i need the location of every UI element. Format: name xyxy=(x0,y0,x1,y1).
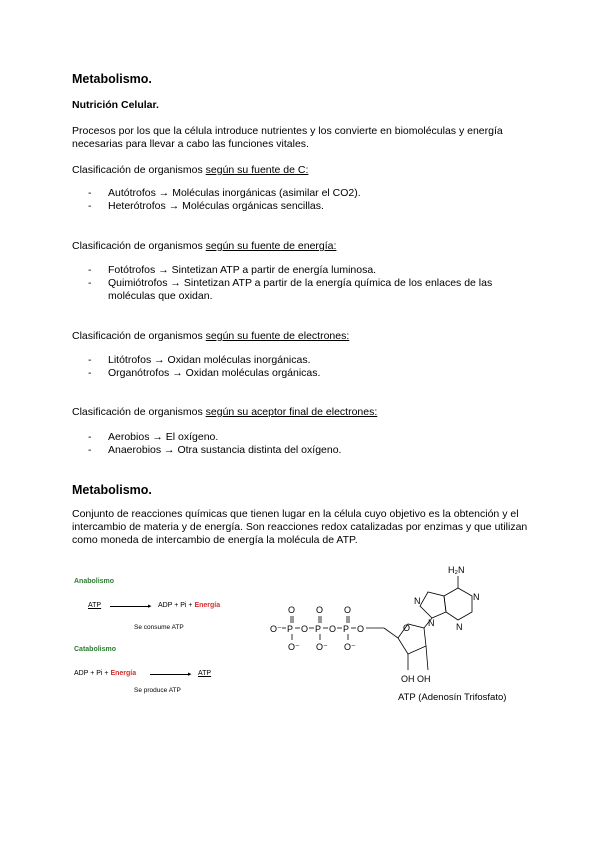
atp-structure-diagram xyxy=(262,562,532,707)
anabolismo-atp: ATP xyxy=(88,602,102,609)
intro-paragraph: Procesos por los que la célula introduce nutrientes y los convierte en biomoléculas y energía necesarias para llevar a cabo las funciones vitales. xyxy=(72,125,503,150)
classification-heading-carbon xyxy=(72,164,308,177)
list-energy xyxy=(72,264,532,303)
metabolism-paragraph: Conjunto de reacciones químicas que tienen lugar en la célula cuyo objetivo es la obtención y el intercambio de materia y de energía. Son reacciones redox catalizadas por enzimas y que utilizan como moneda de intercambio de energía la molécula de ATP. xyxy=(72,508,528,546)
list-item: - Organótrofos → Oxidan moléculas orgánicas. xyxy=(72,367,532,380)
classification-criterion: según su aceptor final de electrones: xyxy=(205,406,378,418)
section-subtitle: Nutrición Celular. xyxy=(72,99,159,111)
anabolismo-products xyxy=(158,602,220,609)
catabolismo-label: Catabolismo xyxy=(74,646,117,653)
classification-criterion: según su fuente de energía: xyxy=(205,240,337,252)
classification-prefix: Clasificación de organismos xyxy=(72,330,206,342)
arrowhead-icon: ▸ xyxy=(148,603,152,610)
anabolismo-products-text: ADP + Pi + xyxy=(158,602,195,609)
imidazole-ring xyxy=(420,592,446,618)
atp-cycle-figure xyxy=(72,574,262,702)
list-carbon xyxy=(72,187,532,213)
catabolismo-atp: ATP xyxy=(198,670,212,677)
list-item: - Heterótrofos → Moléculas orgánicas sencillas. xyxy=(72,200,532,213)
phosphorus-atom: P xyxy=(287,624,294,634)
anabolismo-arrow xyxy=(110,606,150,607)
catabolismo-arrow xyxy=(150,674,190,675)
anabolismo-note: Se consume ATP xyxy=(134,624,184,631)
bond xyxy=(384,628,398,638)
list-item: - Quimiótrofos → Sintetizan ATP a partir de la energía química de los enlaces de las moléculas que oxidan. xyxy=(72,277,532,303)
classification-heading-electrons xyxy=(72,330,349,343)
nitrogen-atom: N xyxy=(473,592,480,602)
nitrogen-atom: N xyxy=(456,622,463,632)
catabolismo-reactants xyxy=(74,670,136,677)
list-item: - Anaerobios → Otra sustancia distinta del oxígeno. xyxy=(72,444,532,457)
list-item: - Litótrofos → Oxidan moléculas inorgánicas. xyxy=(72,354,532,367)
amine-group: H₂N xyxy=(448,565,465,575)
oxygen-atom: O⁻ xyxy=(316,642,328,652)
oxygen-atom: O xyxy=(357,624,365,634)
anabolismo-label: Anabolismo xyxy=(74,578,115,585)
phosphorus-atom: P xyxy=(343,624,350,634)
oxygen-atom: O xyxy=(344,605,352,615)
energy-label: Energía xyxy=(110,670,137,677)
list-item: - Fotótrofos → Sintetizan ATP a partir de energía luminosa. xyxy=(72,264,532,277)
page-title: Metabolismo. xyxy=(72,72,152,86)
classification-prefix: Clasificación de organismos xyxy=(72,406,206,418)
list-item: - Autótrofos → Moléculas inorgánicas (asimilar el CO2). xyxy=(72,187,532,200)
oxygen-atom: O⁻ xyxy=(288,642,300,652)
classification-heading-acceptor xyxy=(72,406,377,419)
oxygen-atom: O xyxy=(316,605,324,615)
classification-heading-energy xyxy=(72,240,336,253)
oxygen-atom: O⁻ xyxy=(344,642,356,652)
classification-criterion: según su fuente de C: xyxy=(205,164,309,176)
oxygen-atom: O xyxy=(403,623,411,633)
list-acceptor xyxy=(72,431,532,457)
oxygen-atom: O xyxy=(329,624,337,634)
energy-label: Energía xyxy=(194,602,221,609)
list-electrons xyxy=(72,354,532,380)
classification-prefix: Clasificación de organismos xyxy=(72,164,206,176)
hydroxyl-groups: OH OH xyxy=(401,674,431,684)
bond xyxy=(426,646,428,670)
oxygen-atom: O⁻ xyxy=(270,624,282,634)
nitrogen-atom: N xyxy=(428,618,435,628)
arrowhead-icon: ▸ xyxy=(188,671,192,678)
pyrimidine-ring xyxy=(444,588,472,620)
catabolismo-reactants-text: ADP + Pi + xyxy=(74,670,111,677)
classification-prefix: Clasificación de organismos xyxy=(72,240,206,252)
phosphorus-atom: P xyxy=(315,624,322,634)
oxygen-atom: O xyxy=(301,624,309,634)
catabolismo-note: Se produce ATP xyxy=(134,687,181,694)
classification-criterion: según su fuente de electrones: xyxy=(205,330,350,342)
metabolism-title: Metabolismo. xyxy=(72,483,152,497)
oxygen-atom: O xyxy=(288,605,296,615)
nitrogen-atom: N xyxy=(414,596,421,606)
atp-caption: ATP (Adenosín Trifosfato) xyxy=(398,692,507,703)
list-item: - Aerobios → El oxígeno. xyxy=(72,431,532,444)
